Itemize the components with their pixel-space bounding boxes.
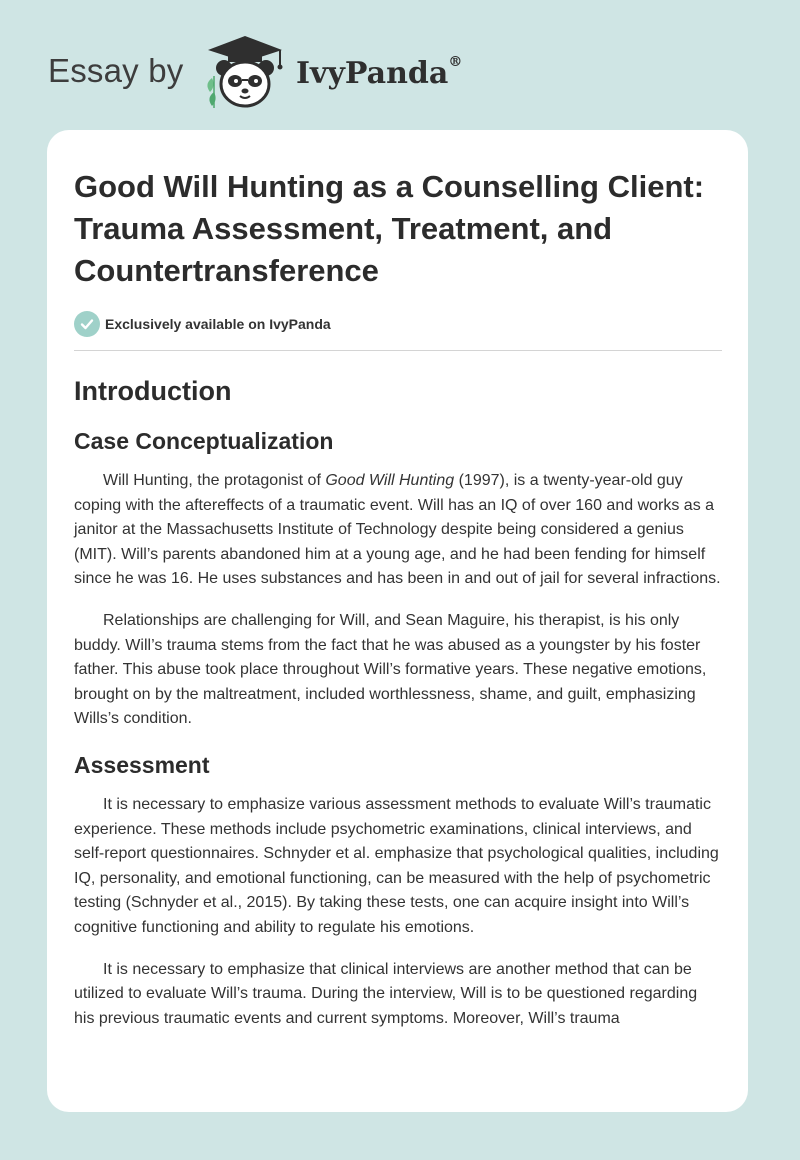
subsection-heading-assessment: Assessment bbox=[74, 751, 210, 778]
essay-title: Good Will Hunting as a Counselling Client: Trauma Assessment, Treatment, and Countertransference bbox=[74, 169, 705, 288]
check-icon bbox=[74, 311, 100, 337]
film-title: Good Will Hunting bbox=[325, 472, 455, 489]
section-heading-introduction: Introduction bbox=[74, 376, 232, 406]
brand-text: IvyPanda bbox=[296, 56, 449, 91]
subsection-heading-case-conceptualization: Case Conceptualization bbox=[74, 428, 334, 454]
paragraph-1-part-a: Will Hunting, the protagonist of bbox=[103, 472, 326, 489]
essay-card bbox=[47, 130, 748, 1112]
paragraph-1 bbox=[74, 469, 722, 592]
availability-badge bbox=[74, 310, 722, 338]
site-header bbox=[0, 0, 800, 130]
paragraph-4: It is necessary to emphasize that clinical interviews are another method that can be utilized to evaluate Will’s trauma. During the interview, Will is to be questioned regarding his previous traumatic events and current symptoms. Moreover, Will’s trauma bbox=[74, 960, 698, 1027]
essay-by-label: Essay by bbox=[48, 52, 184, 89]
ivypanda-logo-icon[interactable] bbox=[200, 34, 290, 110]
paragraph-2: Relationships are challenging for Will, and Sean Maguire, his therapist, is his only buddy. Will’s trauma stems from the fact that he was abused as a youngster by his foster father. This abuse took place throughout Will’s formative years. These negative emotions, brought on by the maltreatment, included worthlessness, shame, and guilt, emphasizing Wills’s condition. bbox=[74, 611, 707, 728]
paragraph-3: It is necessary to emphasize various assessment methods to evaluate Will’s traumatic experience. These methods include psychometric examinations, clinical interviews, and self-report questionnaires. Schnyder et al. emphasize that psychological qualities, including IQ, personality, and emotional functioning, can be measured with the help of psychometric testing (Schnyder et al., 2015). By taking these tests, one can acquire insight into Will’s cognitive functioning and ability to regulate his emotions. bbox=[74, 795, 719, 936]
ivypanda-brand-name[interactable] bbox=[296, 56, 462, 91]
title-divider bbox=[74, 350, 722, 351]
availability-text: Exclusively available on IvyPanda bbox=[105, 316, 331, 332]
paragraph-1-part-b: (1997), is a twenty-year-old guy coping with the aftereffects of a traumatic event. Will has an IQ of over 160 and works as a janitor at the Massachusetts Institute of Technology despite being considered a genius (MIT). Will’s parents abandoned him at a young age, and he had been fending for himself since he was 16. He uses substances and has been in and out of jail for several infractions. bbox=[74, 472, 721, 588]
registered-mark: ® bbox=[448, 54, 463, 70]
